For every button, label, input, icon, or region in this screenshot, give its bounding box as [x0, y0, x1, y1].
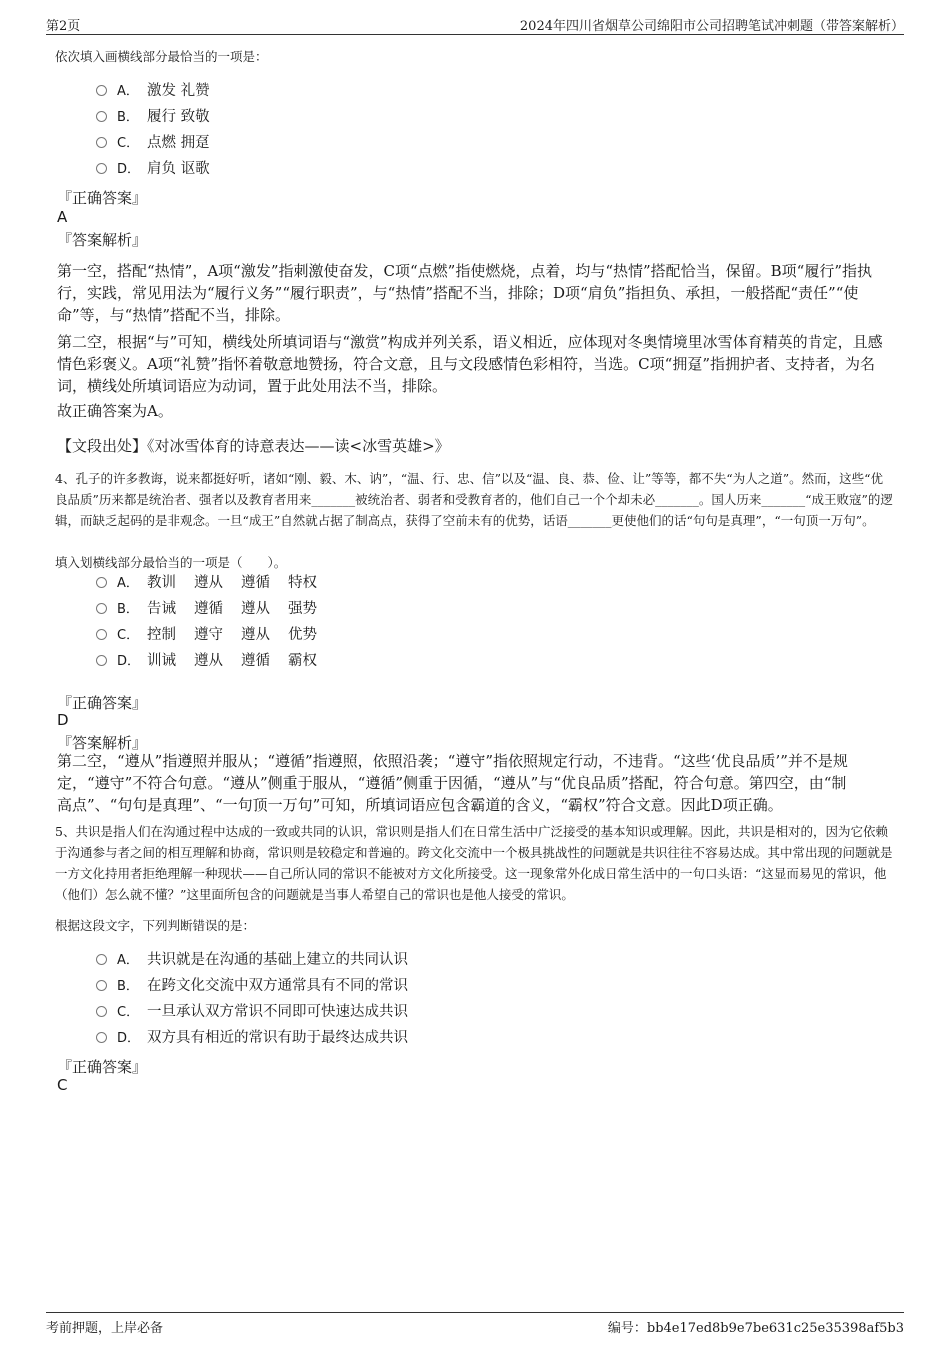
q4-option-a[interactable]: A． 教训 遵从 遵循 特权: [96, 572, 335, 594]
q4-option-c[interactable]: C． 控制 遵守 遵从 优势: [96, 624, 335, 646]
q5-option-a[interactable]: A． 共识就是在沟通的基础上建立的共同认识: [96, 949, 408, 971]
q4-option-b[interactable]: B． 告诫 遵循 遵从 强势: [96, 598, 335, 620]
q3-analysis-label: 『答案解析』: [57, 231, 148, 249]
page-footer: [46, 1312, 904, 1336]
page-number: 第2页: [46, 19, 81, 34]
radio-icon[interactable]: [96, 629, 107, 640]
q3-answer-label: 『正确答案』: [57, 189, 148, 207]
q5-stem: 5、共识是指人们在沟通过程中达成的一致或共同的认识，常识则是指人们在日常生活中广泛接受的基本知识或理解。因此，共识是相对的，因为它依赖于沟通参与者之间的相互理解和协商，常识则是较稳定和普遍的。跨文化交流中一个极具挑战性的问题就是共识往往不容易达成。其中常出现的问题就是一方文化持用者拒绝理解一种现状——自己所认同的常识不能被对方文化所接受。这一现象常外化成日常生活中的一句口头语：“这显而易见的常识，他（他们）怎么就不懂？”这里面所包含的问题就是当事人希望自己的常识也是他人接受的常识。: [55, 824, 893, 902]
q3-option-c[interactable]: C． 点燃 拥趸: [96, 132, 210, 154]
q5-answer-label: 『正确答案』: [57, 1058, 148, 1076]
q3-conclusion: 故正确答案为A。: [57, 402, 173, 420]
q5-option-c[interactable]: C． 一旦承认双方常识不同即可快速达成共识: [96, 1001, 408, 1023]
radio-icon[interactable]: [96, 954, 107, 965]
q4-option-d[interactable]: D． 训诫 遵从 遵循 霸权: [96, 650, 335, 672]
radio-icon[interactable]: [96, 603, 107, 614]
q3-option-d[interactable]: D． 肩负 讴歌: [96, 158, 210, 180]
q4-prompt: 填入划横线部分最恰当的一项是（ ）。: [55, 555, 287, 570]
q5-prompt: 根据这段文字，下列判断错误的是：: [55, 918, 256, 933]
q3-source: 【文段出处】《对冰雪体育的诗意表达——读<冰雪英雄>》: [57, 437, 450, 455]
q3-answer: A: [57, 208, 68, 226]
radio-icon[interactable]: [96, 137, 107, 148]
q4-analysis: 第二空，“遵从”指遵照并服从；“遵循”指遵照，依照沿袭；“遵守”指依照规定行动，不违背。“这些‘优良品质’”并不是规定，“遵守”不符合句意。“遵从”侧重于服从，“遵循”侧重于因循，“遵从”与“优良品质”搭配，符合句意。第四空，由“制高点”、“句句是真理”、“一句顶一万句”可知，所填词语应包含霸道的含义，“霸权”符合文意。因此D项正确。: [57, 752, 848, 814]
document-title: 2024年四川省烟草公司绵阳市公司招聘笔试冲刺题（带答案解析）: [519, 19, 904, 34]
radio-icon[interactable]: [96, 1006, 107, 1017]
radio-icon[interactable]: [96, 163, 107, 174]
q3-analysis-paragraph-1: 第一空，搭配“热情”，A项“激发”指刺激使奋发，C项“点燃”指使燃烧，点着，均与“热情”搭配恰当，保留。B项“履行”指执行，实践，常见用法为“履行义务”“履行职责”，与“热情”搭配不当，排除；D项“肩负”指担负、承担，一般搭配“责任”“使命”等，与“热情”搭配不当，排除。: [57, 262, 873, 324]
q5-option-b[interactable]: B． 在跨文化交流中双方通常具有不同的常识: [96, 975, 408, 997]
q5-option-d[interactable]: D． 双方具有相近的常识有助于最终达成共识: [96, 1027, 408, 1049]
q3-option-b[interactable]: B． 履行 致敬: [96, 106, 210, 128]
radio-icon[interactable]: [96, 980, 107, 991]
q3-analysis-paragraph-2: 第二空，根据“与”可知，横线处所填词语与“激赏”构成并列关系，语义相近，应体现对冬奥情境里冰雪体育精英的肯定，且感情色彩褒义。A项“礼赞”指怀着敬意地赞扬，符合文意，且与文段感情色彩相符，当选。C项“拥趸”指拥护者、支持者，为名词，横线处所填词语应为动词，置于此处用法不当，排除。: [57, 333, 883, 395]
q4-answer: D: [57, 711, 69, 729]
q3-option-a[interactable]: A． 激发 礼赞: [96, 80, 210, 102]
q4-stem: 4、孔子的许多教诲，说来都挺好听，诸如“刚、毅、木、讷”，“温、行、忠、信”以及“温、良、恭、俭、让”等等，都不失“为人之道”。然而，这些“优良品质”历来都是统治者、强者以及教育者用来_______被统治者、弱者和受教育者的，他们自己一个个却未必_______。国人历来_______“成王败寇”的逻辑，而缺乏起码的是非观念。一旦“成王”自然就占据了制高点，获得了空前未有的优势，话语_______更使他们的话“句句是真理”，“一句顶一万句”。: [55, 471, 893, 528]
radio-icon[interactable]: [96, 85, 107, 96]
document-code: 编号：bb4e17ed8b9e7be631c25e35398af5b3: [607, 1321, 904, 1336]
radio-icon[interactable]: [96, 1032, 107, 1043]
q4-analysis-label: 『答案解析』: [57, 734, 148, 752]
q5-answer: C: [57, 1076, 68, 1094]
radio-icon[interactable]: [96, 577, 107, 588]
radio-icon[interactable]: [96, 655, 107, 666]
footer-slogan: 考前押题，上岸必备: [46, 1321, 164, 1336]
page-header: [46, 14, 904, 35]
q3-stem: 依次填入画横线部分最恰当的一项是：: [55, 49, 268, 64]
radio-icon[interactable]: [96, 111, 107, 122]
q4-answer-label: 『正确答案』: [57, 694, 148, 712]
